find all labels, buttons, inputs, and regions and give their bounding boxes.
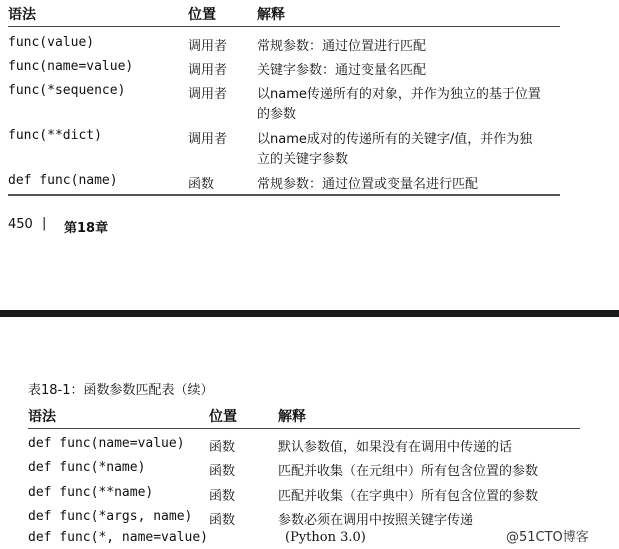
- bottom-row-location: 函数: [209, 440, 236, 455]
- bottom-row-location: 函数: [209, 489, 236, 504]
- footer-separator: |: [42, 216, 47, 231]
- bottom-row-syntax: def func(*name): [28, 460, 146, 475]
- top-row-syntax: def func(name): [8, 173, 118, 188]
- top-row-explanation: 常规参数：通过位置或变量名进行匹配: [257, 177, 479, 192]
- page-number: 450: [8, 217, 33, 232]
- top-row-explanation: 以name传递所有的对象，并作为独立的基于位置: [257, 87, 541, 102]
- top-row-syntax: func(name=value): [8, 59, 134, 74]
- top-table-bottom-rule: [8, 194, 560, 196]
- top-row-syntax: func(*sequence): [8, 83, 126, 98]
- top-row-syntax: func(**dict): [8, 128, 102, 143]
- watermark: @51CTO博客: [506, 530, 589, 545]
- top-row-location: 调用者: [188, 63, 228, 78]
- bottom-row-explanation: (Python 3.0): [285, 530, 366, 545]
- bottom-row-explanation: 匹配并收集（在字典中）所有包含位置的参数: [278, 489, 539, 504]
- page-divider: [0, 310, 619, 317]
- bottom-row-syntax: def func(name=value): [28, 436, 185, 451]
- top-header-explanation: 解释: [257, 7, 285, 23]
- bottom-row-location: 函数: [209, 464, 236, 479]
- top-row-explanation-cont: 的参数: [257, 107, 297, 122]
- bottom-row-explanation: 参数必须在调用中按照关键字传递: [278, 513, 474, 528]
- bottom-header-explanation: 解释: [278, 409, 306, 425]
- bottom-row-syntax: def func(*args, name): [28, 509, 193, 524]
- table-caption: 表18-1：函数参数匹配表（续）: [28, 383, 214, 398]
- top-row-syntax: func(value): [8, 35, 95, 50]
- top-row-location: 调用者: [188, 39, 228, 54]
- chapter-label: 第18章: [64, 221, 109, 236]
- top-row-explanation-cont: 立的关键字参数: [257, 152, 349, 167]
- bottom-header-location: 位置: [209, 409, 237, 425]
- top-row-explanation: 关键字参数：通过变量名匹配: [257, 63, 427, 78]
- top-row-location: 调用者: [188, 87, 228, 102]
- bottom-row-explanation: 默认参数值，如果没有在调用中传递的话: [278, 440, 513, 455]
- bottom-header-rule: [28, 428, 580, 429]
- top-header-location: 位置: [188, 7, 216, 23]
- bottom-row-syntax: def func(**name): [28, 485, 154, 500]
- top-row-location: 函数: [188, 177, 215, 192]
- bottom-row-explanation: 匹配并收集（在元组中）所有包含位置的参数: [278, 464, 539, 479]
- top-header-rule: [8, 26, 560, 27]
- bottom-row-syntax: def func(*, name=value): [28, 530, 209, 545]
- top-row-explanation: 以name成对的传递所有的关键字/值，并作为独: [257, 132, 533, 147]
- bottom-row-location: 函数: [209, 513, 236, 528]
- top-row-location: 调用者: [188, 132, 228, 147]
- top-header-syntax: 语法: [8, 7, 36, 23]
- top-row-explanation: 常规参数：通过位置进行匹配: [257, 39, 427, 54]
- bottom-header-syntax: 语法: [28, 409, 56, 425]
